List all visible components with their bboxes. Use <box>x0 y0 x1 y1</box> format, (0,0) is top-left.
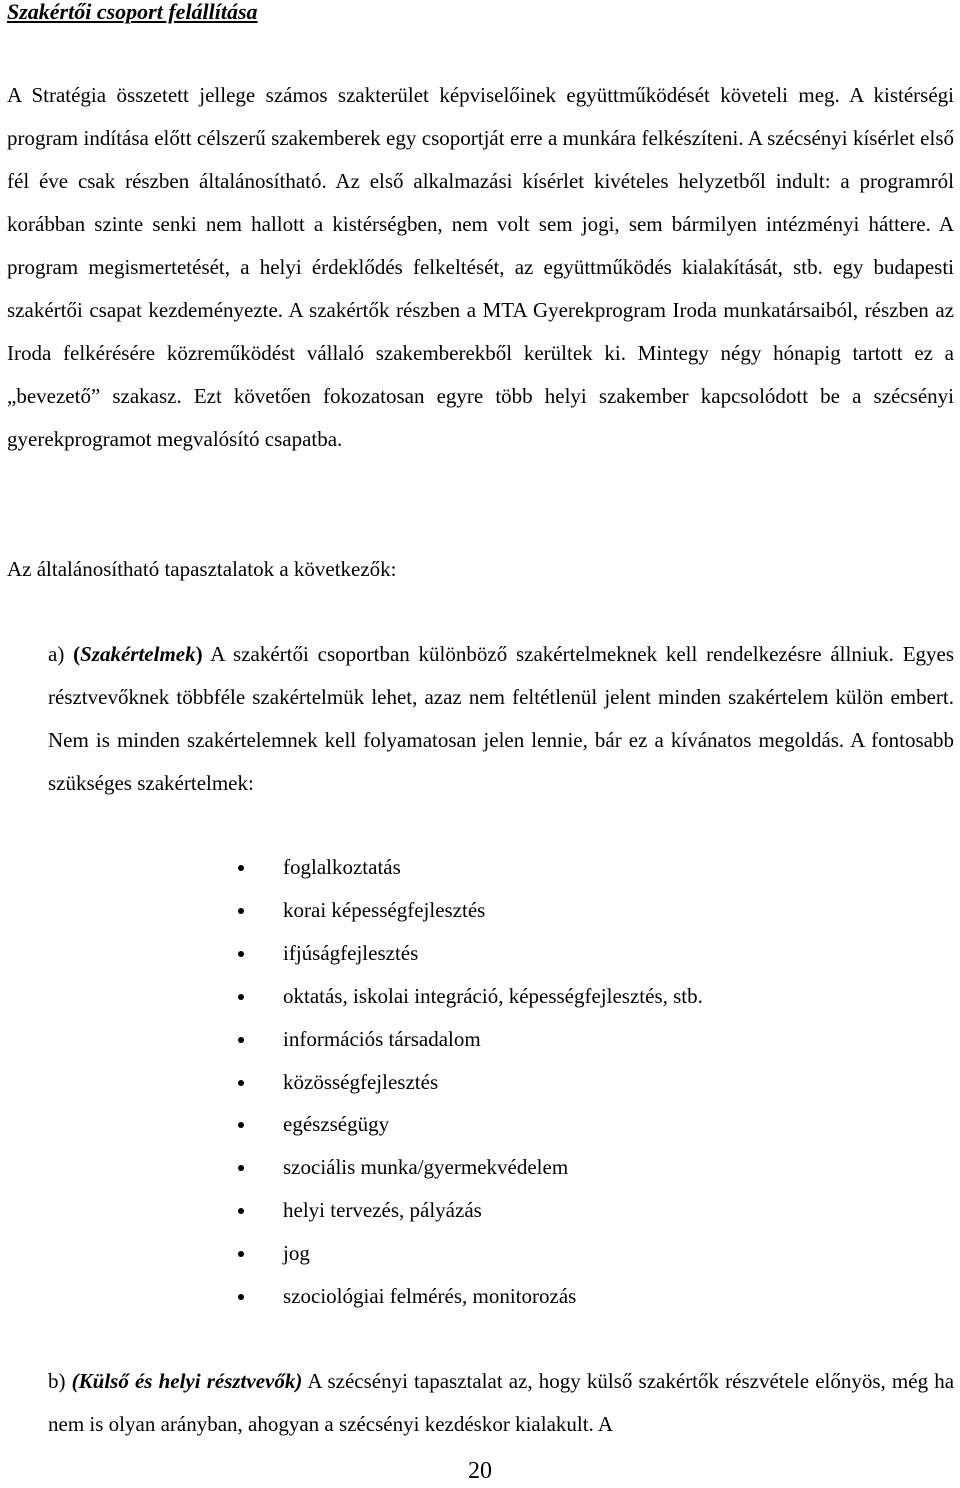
bullet-icon <box>238 1037 244 1043</box>
bullet-icon <box>238 1251 244 1257</box>
findings-intro: Az általánosítható tapasztalatok a következők: <box>7 557 397 581</box>
bullet-icon <box>238 908 244 914</box>
bullet-icon <box>238 1122 244 1128</box>
bullet-icon <box>238 1208 244 1214</box>
item-b <box>48 1360 954 1446</box>
bullet-icon <box>238 951 244 957</box>
bullet-icon <box>238 865 244 871</box>
list-item: foglalkoztatás <box>238 846 703 889</box>
item-b-title: Külső és helyi résztvevők <box>78 1369 296 1393</box>
list-item: korai képességfejlesztés <box>238 889 703 932</box>
list-item: közösségfejlesztés <box>238 1061 703 1104</box>
list-item: jog <box>238 1232 703 1275</box>
bullet-icon <box>238 1294 244 1300</box>
bullet-icon <box>238 1165 244 1171</box>
item-a-text: A szakértői csoportban különböző szakértelmeknek kell rendelkezésre állniuk. Egyes résztvevőknek többféle szakértelmük lehet, azaz nem feltétlenül jelent minden szakértelem külön embert. Nem is minden szakértelemnek kell folyamatosan jelen lennie, bár ez a kívánatos megoldás. A fontosabb szükséges szakértelmek: <box>48 642 955 795</box>
bullet-icon <box>238 994 244 1000</box>
list-item: oktatás, iskolai integráció, képességfejlesztés, stb. <box>238 975 703 1018</box>
item-a-marker: a) <box>48 642 65 666</box>
paragraph-intro: A Stratégia összetett jellege számos szakterület képviselőinek együttműködését követeli meg. A kistérségi program indítása előtt célszerű szakemberek egy csoportját erre a munkára felkészíteni. A szécsényi kísérlet első fél éve csak részben általánosítható. Az első alkalmazási kísérlet kivételes helyzetből indult: a programról korábban szinte senki nem hallott a kistérségben, nem volt sem jogi, sem bármilyen intézményi háttere. A program megismertetését, a helyi érdeklődés felkeltését, az együttműködés kialakítását, stb. egy budapesti szakértői csapat kezdeményezte. A szakértők részben a MTA Gyerekprogram Iroda munkatársaiból, részben az Iroda felkérésére közreműködést vállaló szakemberekből kerültek ki. Mintegy négy hónapig tartott ez a „bevezető” szakasz. Ezt követően fokozatosan egyre több helyi szakember kapcsolódott be a szécsényi gyerekprogramot megvalósító csapatba. <box>7 83 954 451</box>
list-item: egészségügy <box>238 1103 703 1146</box>
item-a-title: Szakértelmek <box>80 642 196 666</box>
item-a <box>48 633 954 805</box>
list-item: szociológiai felmérés, monitorozás <box>238 1275 703 1318</box>
list-item: szociális munka/gyermekvédelem <box>238 1146 703 1189</box>
skills-list <box>238 846 703 1318</box>
list-item: információs társadalom <box>238 1018 703 1061</box>
bullet-icon <box>238 1080 244 1086</box>
item-b-marker: b) <box>48 1369 66 1393</box>
section-heading: Szakértői csoport felállítása <box>7 0 258 24</box>
list-item: helyi tervezés, pályázás <box>238 1189 703 1232</box>
item-a-title-wrap: (Szakértelmek) <box>73 642 203 666</box>
item-b-text: A szécsényi tapasztalat az, hogy külső szakértők részvétele előnyös, még ha nem is olyan arányban, ahogyan a szécsényi kezdéskor kialakult. A <box>48 1369 955 1436</box>
list-item: ifjúságfejlesztés <box>238 932 703 975</box>
item-b-title-group: (Külső és helyi résztvevők) <box>71 1369 303 1393</box>
item-b-title-wrap <box>72 1369 303 1393</box>
page-number: 20 <box>468 1458 492 1484</box>
